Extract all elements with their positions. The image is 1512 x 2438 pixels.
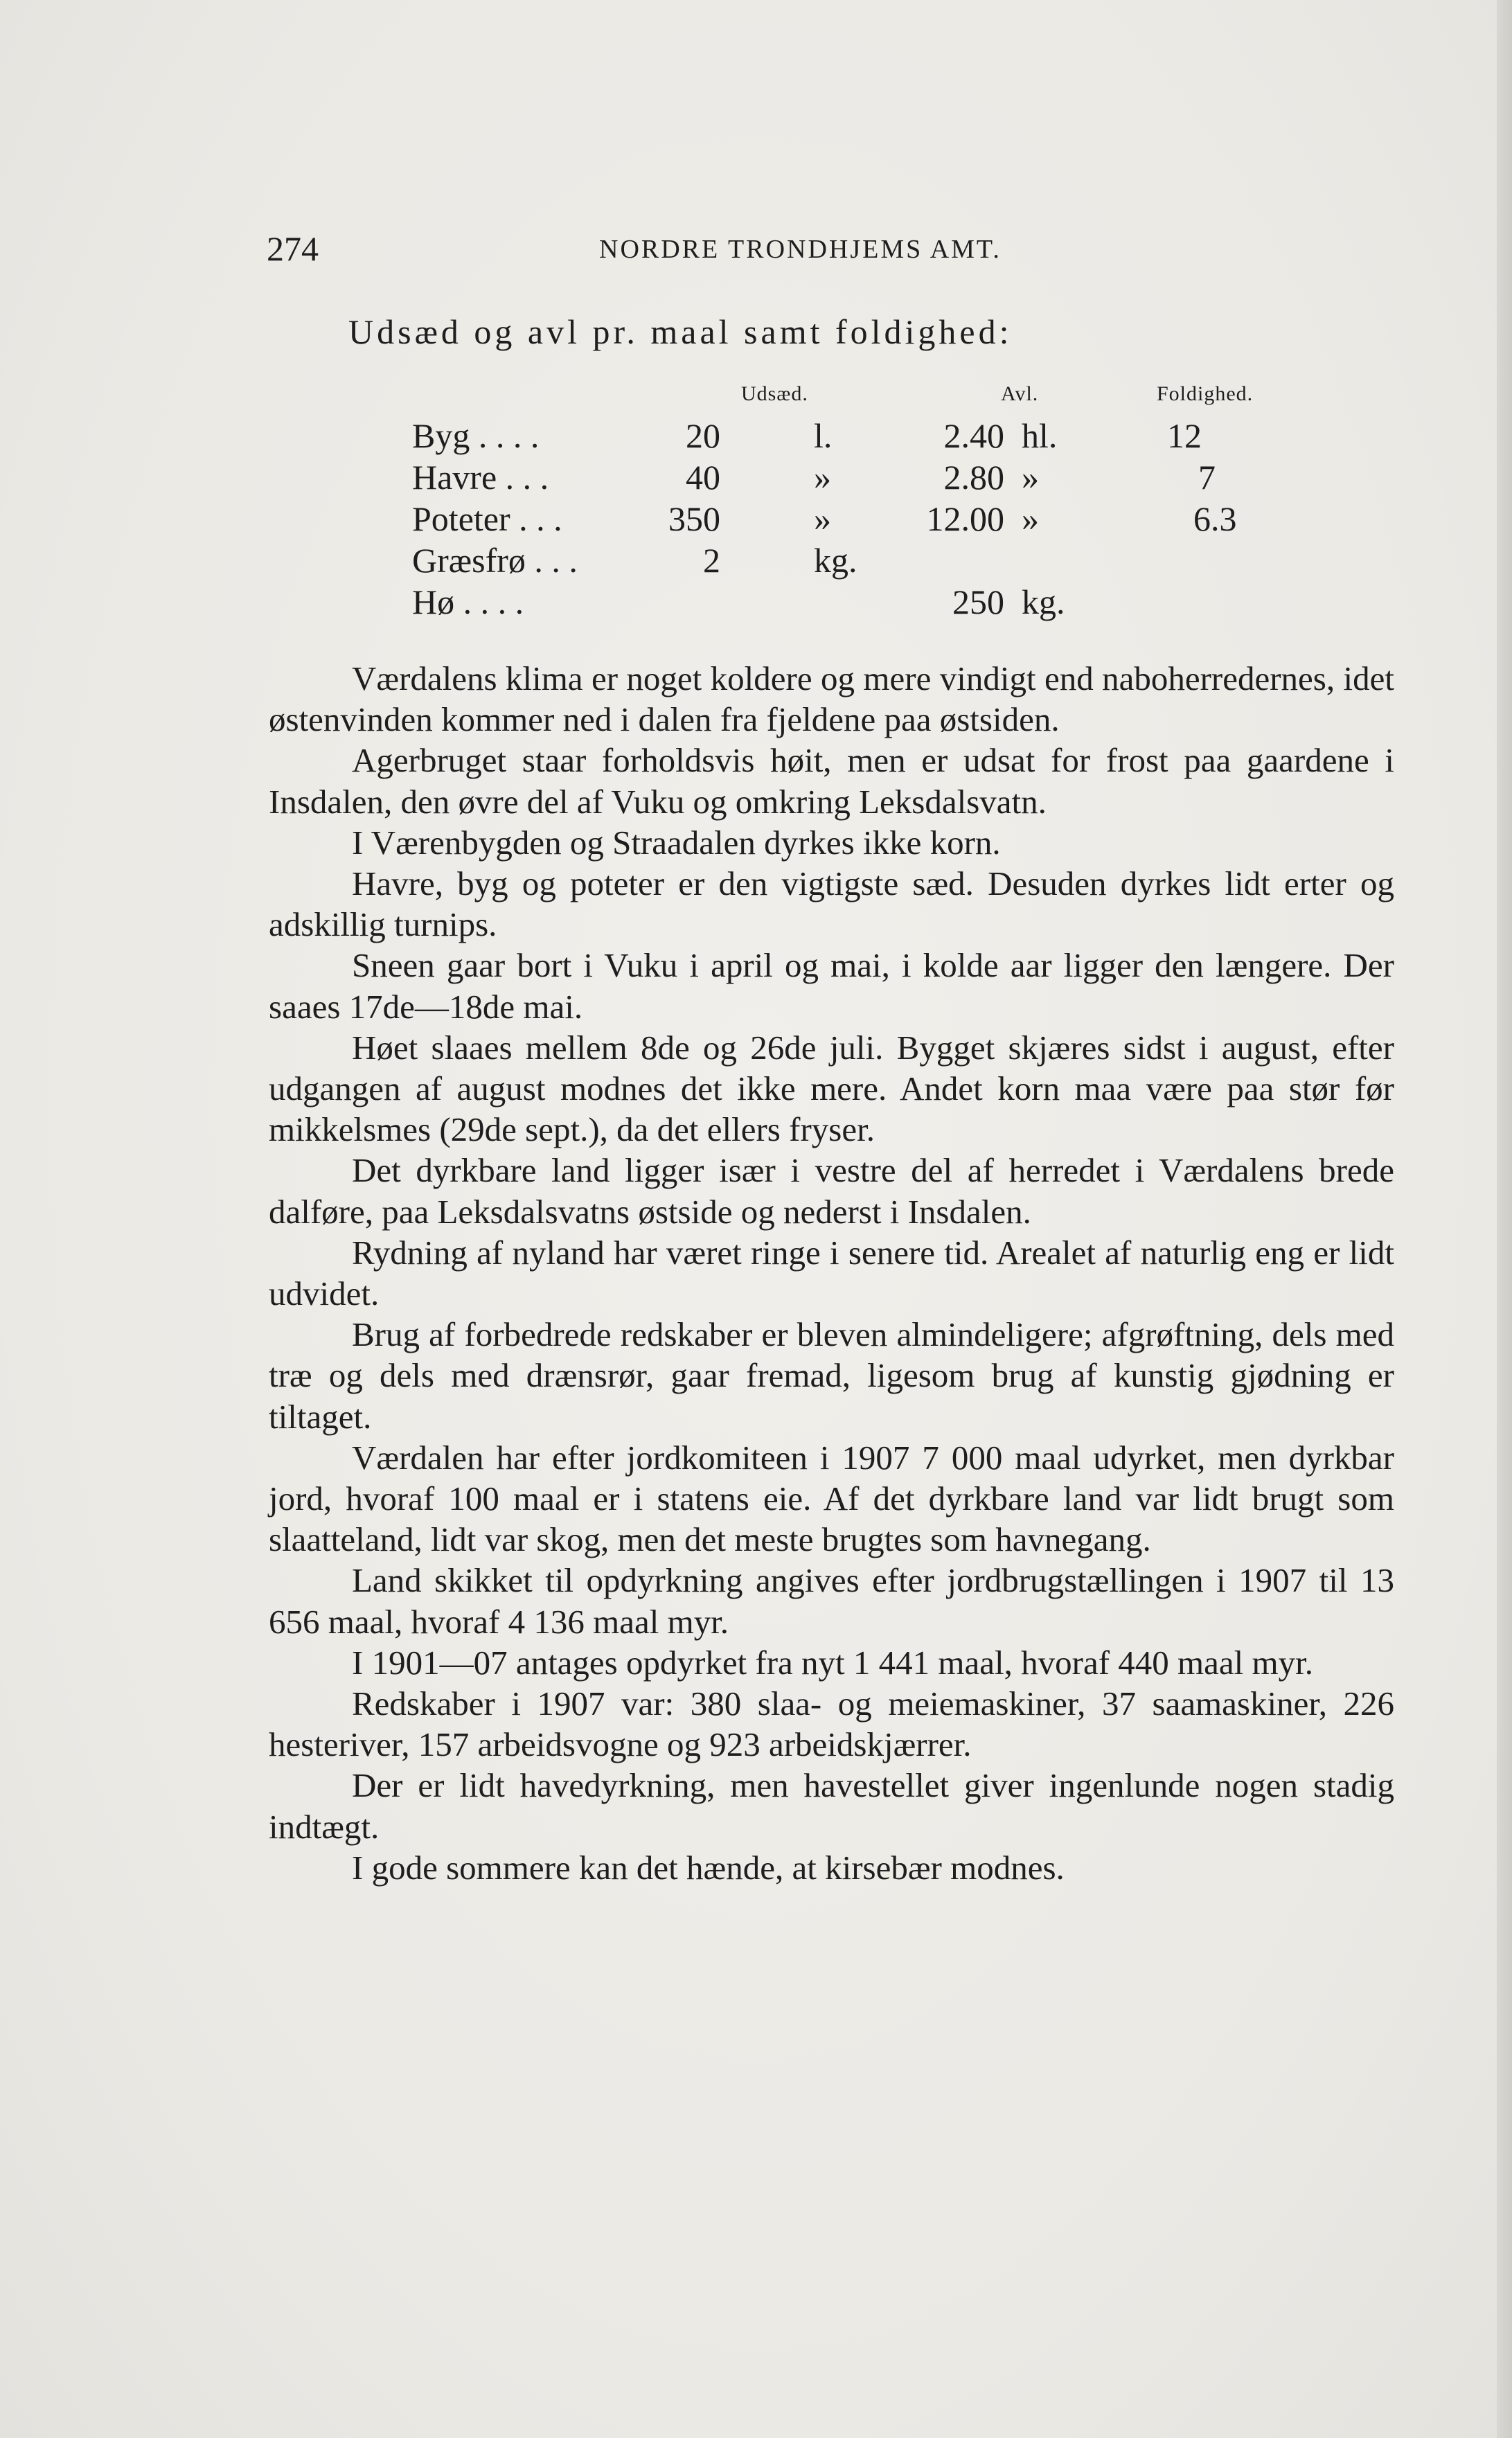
avl-value: 12.00 <box>926 499 1004 538</box>
udsaed-value: 20 <box>686 416 720 455</box>
page-number: 274 <box>267 229 319 268</box>
avl-unit: » <box>1022 458 1039 497</box>
paragraph: Sneen gaar bort i Vuku i april og mai, i kolde aar ligger den længere. Der saaes 17de—18de mai. <box>269 946 1394 1026</box>
column-header-avl: Avl. <box>1001 382 1039 405</box>
paragraph: Land skikket til opdyrkning angives efter jordbrugstællingen i 1907 til 13 656 maal, hvoraf 4 136 maal myr. <box>269 1561 1394 1641</box>
row-label: Hø . . . . <box>412 582 524 621</box>
row-label: Byg . . . . <box>412 416 540 455</box>
udsaed-unit: » <box>814 458 831 497</box>
paragraph: Det dyrkbare land ligger især i vestre del af herredet i Værdalens brede dalføre, paa Leksdalsvatns østside og nederst i Insdalen. <box>269 1151 1394 1231</box>
udsaed-value: 40 <box>686 458 720 497</box>
paragraph: I Værenbygden og Straadalen dyrkes ikke korn. <box>352 823 1001 862</box>
udsaed-value: 350 <box>668 499 720 538</box>
udsaed-unit: kg. <box>814 541 857 580</box>
table-row <box>412 582 1313 623</box>
column-header-udsaed: Udsæd. <box>741 382 808 405</box>
row-label: Havre . . . <box>412 458 549 497</box>
paragraph: Høet slaaes mellem 8de og 26de juli. Bygget skjæres sidst i august, efter udgangen af august modnes det ikke mere. Andet korn maa være paa stør før mikkelsmes (29de sept.), da det ellers fryser. <box>269 1028 1394 1149</box>
paragraph: Brug af forbedrede redskaber er bleven almindeligere; afgrøftning, dels med træ og dels med drænsrør, gaar fremad, ligesom brug af kunstig gjødning er tiltaget. <box>269 1315 1394 1436</box>
foldighed-value: 12 <box>1167 416 1202 455</box>
avl-value: 2.40 <box>943 416 1004 455</box>
table-row <box>412 499 1313 540</box>
paragraph: Der er lidt havedyrkning, men havestellet giver ingenlunde nogen stadig indtægt. <box>269 1766 1394 1846</box>
section-title: Udsæd og avl pr. maal samt foldighed: <box>348 312 1013 351</box>
table-row <box>412 540 1313 582</box>
avl-unit: hl. <box>1022 416 1058 455</box>
paragraph: Redskaber i 1907 var: 380 slaa- og meiemaskiner, 37 saamaskiner, 226 hesteriver, 157 arbeidsvogne og 923 arbeidskjærrer. <box>269 1684 1394 1764</box>
yield-table <box>412 374 1313 623</box>
page-header <box>267 229 1396 270</box>
udsaed-unit: » <box>814 499 831 538</box>
paragraph: I 1901—07 antages opdyrket fra nyt 1 441 maal, hvoraf 440 maal myr. <box>352 1643 1313 1682</box>
page-edge-shadow <box>1497 0 1512 2438</box>
avl-value: 2.80 <box>943 458 1004 497</box>
paragraph: Havre, byg og poteter er den vigtigste sæd. Desuden dyrkes lidt erter og adskillig turnips. <box>269 864 1394 944</box>
foldighed-value: 7 <box>1198 458 1216 497</box>
udsaed-unit: l. <box>814 416 833 455</box>
body-text <box>269 658 1394 1888</box>
row-label: Græsfrø . . . <box>412 541 578 580</box>
row-label: Poteter . . . <box>412 499 562 538</box>
avl-unit: kg. <box>1022 582 1065 621</box>
udsaed-value: 2 <box>703 541 720 580</box>
paragraph: I gode sommere kan det hænde, at kirsebær modnes. <box>352 1848 1065 1887</box>
avl-unit: » <box>1022 499 1039 538</box>
paragraph: Agerbruget staar forholdsvis høit, men er udsat for frost paa gaardene i Insdalen, den øvre del af Vuku og omkring Leksdalsvatn. <box>269 741 1394 821</box>
foldighed-value: 6.3 <box>1193 499 1237 538</box>
paragraph: Værdalens klima er noget koldere og mere vindigt end naboherredernes, idet østenvinden kommer ned i dalen fra fjeldene paa østsiden. <box>269 659 1394 739</box>
table-row <box>412 416 1313 457</box>
table-row <box>412 457 1313 499</box>
running-head: NORDRE TRONDHJEMS AMT. <box>599 235 1002 264</box>
avl-value: 250 <box>952 582 1004 621</box>
paragraph: Rydning af nyland har været ringe i senere tid. Arealet af naturlig eng er lidt udvidet. <box>269 1233 1394 1313</box>
paragraph: Værdalen har efter jordkomiteen i 1907 7 000 maal udyrket, men dyrkbar jord, hvoraf 100 maal er i statens eie. Af det dyrkbare land var lidt brugt som slaatteland, lidt var skog, men det meste brugtes som havnegang. <box>269 1438 1394 1559</box>
column-header-foldighed: Foldighed. <box>1157 382 1254 405</box>
